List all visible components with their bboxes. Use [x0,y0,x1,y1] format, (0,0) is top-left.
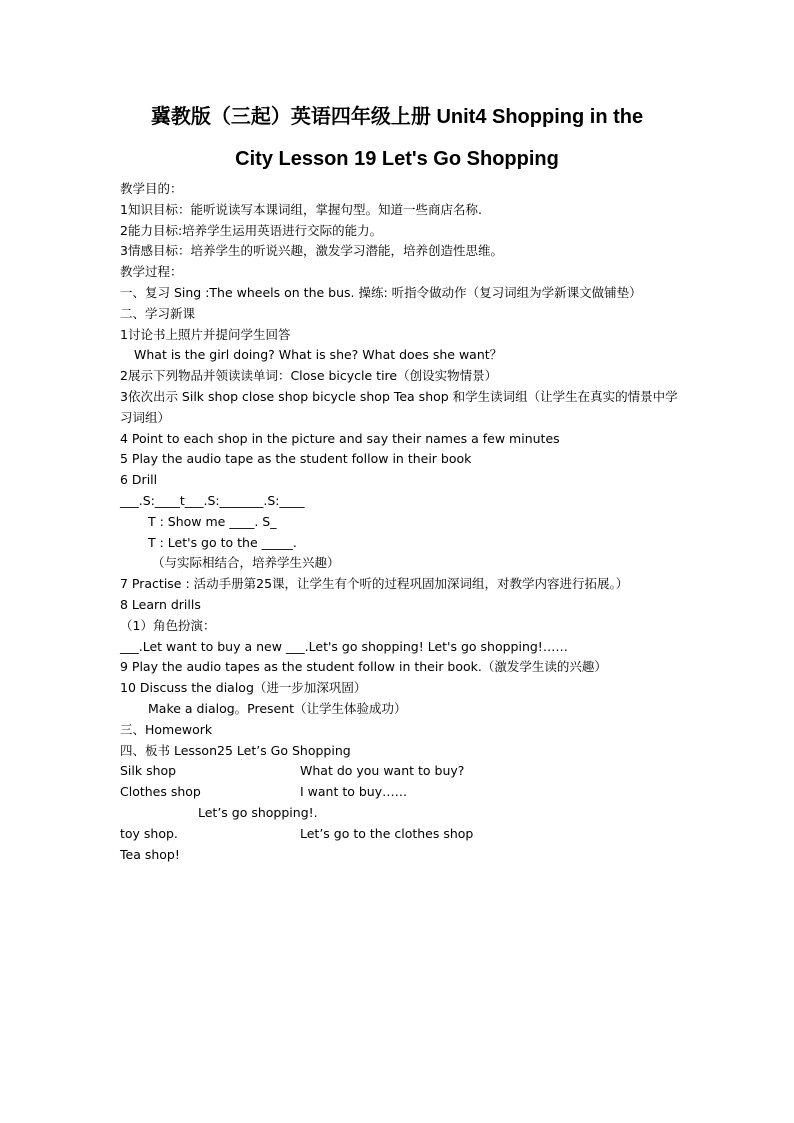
board-lets-go-shopping: Let’s go shopping!. [198,804,318,820]
role-play-heading: （1）角色扮演： [120,617,216,633]
item-7-practise: 7 Practise : 活动手册第25课，让学生有个听的过程巩固加深词组，对教学内容进行拓展。） [120,576,629,592]
item-4-point: 4 Point to each shop in the picture and say their names a few minutes [120,430,560,446]
item-1-questions: What is the girl doing? What is she? What does she want？ [134,347,503,363]
step-board: 四、板书 Lesson25 Let’s Go Shopping [120,742,351,758]
lesson-plan-body [120,179,680,865]
title-line-2: City Lesson 19 Let's Go Shopping [235,148,559,170]
item-2-show: 2展示下列物品并领读读单词：Close bicycle tire（创设实物情景） [120,368,498,384]
board-clothes-shop-sentence: Let’s go to the clothes shop [300,825,474,841]
drill-show-me: T : Show me ____. S_ [148,513,277,529]
item-1-discuss: 1讨论书上照片并提问学生回答 [120,326,291,342]
board-clothes-shop: Clothes shop [120,784,201,800]
board-row-2 [120,782,680,803]
board-toy-shop: toy shop. [120,825,178,841]
item-8-learn-drills: 8 Learn drills [120,596,201,612]
step-homework: 三、Homework [120,721,213,737]
item-5-audio: 5 Play the audio tape as the student follow in their book [120,451,472,467]
board-row-1 [120,761,680,782]
drill-blanks: ___.S:____t___.S:_______.S:____ [120,492,305,508]
title-line-1: 冀教版（三起）英语四年级上册 Unit4 Shopping in the [150,106,644,128]
board-question: What do you want to buy? [300,763,465,779]
item-10-discuss: 10 Discuss the dialog（进一步加深巩固） [120,680,367,696]
objective-knowledge: 1知识目标：能听说读写本课词组，掌握句型。知道一些商店名称. [120,201,482,217]
board-answer: I want to buy…… [300,784,408,800]
drill-lets-go: T : Let's go to the _____. [148,534,297,550]
item-3-shops: 3依次出示 Silk shop close shop bicycle shop Tea shop 和学生读词组（让学生在真实的情景中学习词组） [120,388,678,425]
item-6-drill: 6 Drill [120,472,158,488]
section-heading-objectives: 教学目的： [120,181,183,196]
role-play-sentence: ___.Let want to buy a new ___.Let's go shopping! Let's go shopping!…… [120,638,568,654]
objective-ability: 2能力目标:培养学生运用英语进行交际的能力。 [120,222,383,238]
section-heading-process: 教学过程： [120,264,183,280]
step-new-lesson: 二、学习新课 [120,305,196,321]
board-silk-shop: Silk shop [120,763,177,779]
item-9-audio: 9 Play the audio tapes as the student follow in their book.（激发学生读的兴趣） [120,659,607,675]
board-tea-shop: Tea shop! [120,846,180,862]
step-review: 一、复习 Sing :The wheels on the bus. 操练: 听指令做动作（复习词组为学新课文做铺垫） [120,284,642,300]
objective-emotion: 3情感目标：培养学生的听说兴趣，激发学习潜能，培养创造性思维。 [120,243,503,259]
drill-note: （与实际相结合，培养学生兴趣） [152,555,340,571]
board-row-4 [120,824,680,845]
make-dialog: Make a dialog。Present（让学生体验成功） [148,700,407,716]
